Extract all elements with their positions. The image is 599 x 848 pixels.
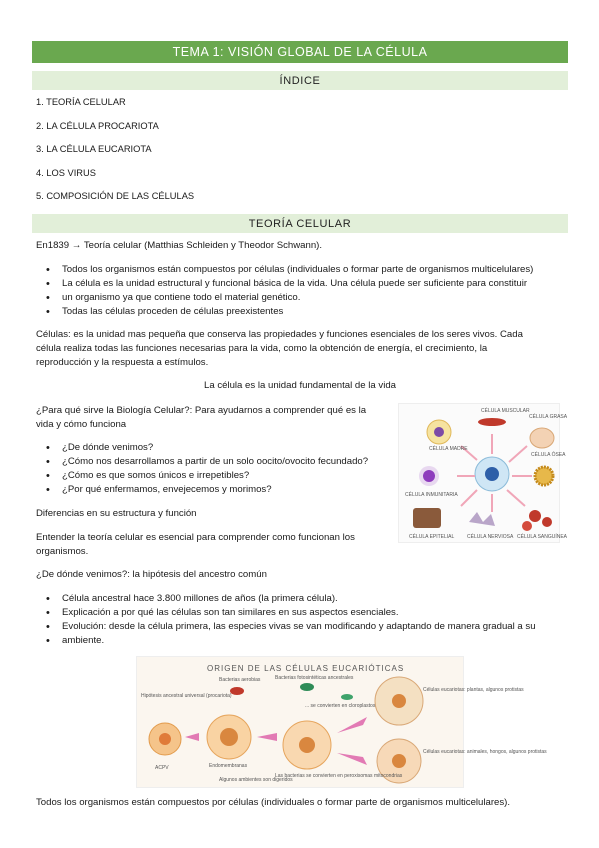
figure-label: CÉLULA EPITELIAL xyxy=(409,534,455,540)
figure-label: CÉLULA MUSCULAR xyxy=(481,408,530,414)
list-item: • Todas las células proceden de células preexistentes xyxy=(36,305,533,319)
origin-bullet-list xyxy=(36,592,536,648)
blood-cell-shape-1 xyxy=(529,510,541,522)
aerobic-bacteria-shape xyxy=(230,687,244,695)
index-item-2: 2. LA CÉLULA PROCARIOTA xyxy=(36,121,159,131)
index-item-3: 3. LA CÉLULA EUCARIOTA xyxy=(36,144,152,154)
cell-types-figure xyxy=(398,403,568,543)
stem-cell-nucleus xyxy=(485,467,499,481)
understanding-paragraph xyxy=(36,531,386,559)
figure-label: CÉLULA ÓSEA xyxy=(531,452,566,458)
figure-label: CÉLULA SANGUÍNEA xyxy=(517,534,568,540)
list-item: • Célula ancestral hace 3.800 millones de años (la primera célula). xyxy=(36,592,536,606)
biology-question xyxy=(36,404,386,432)
figure-label: Hipótesis ancestral universal (procariota) xyxy=(141,693,232,699)
index-item-5: 5. COMPOSICIÓN DE LAS CÉLULAS xyxy=(36,191,195,201)
eukaryotic-origin-illustration xyxy=(137,657,547,789)
paragraph-line: vida y cómo funciona xyxy=(36,419,127,430)
figure-label: Las bacterias se convierten en peroxisomas mitocondrias xyxy=(275,773,403,779)
index-item-1: 1. TEORÍA CELULAR xyxy=(36,97,126,107)
animal-cell-nucleus xyxy=(392,754,406,768)
cell-types-illustration xyxy=(399,404,568,544)
neuron-cell-shape xyxy=(469,512,495,526)
figure-label: Endomembranas xyxy=(209,763,248,769)
muscle-cell-shape xyxy=(478,418,506,426)
immune-cell-nucleus xyxy=(423,470,435,482)
paragraph-line: Células: es la unidad mas pequeña que conserva las propiedades y funciones esenciales de los seres vivos. Cada xyxy=(36,329,523,340)
ancestral-cell-nucleus xyxy=(159,733,171,745)
figure-label: CÉLULA INMUNITARIA xyxy=(405,492,458,498)
closing-line: Todos los organismos están compuestos por células (individuales o formar parte de organismos multicelulares). xyxy=(36,797,511,808)
chloroplast-shape xyxy=(341,694,353,700)
figure-label: Bacterias fotosintéticas ancestrales xyxy=(275,675,354,681)
paragraph-line: organismos. xyxy=(36,546,89,557)
figure-label: Algunos ambientes son digeridos xyxy=(219,777,293,783)
list-item: • Todos los organismos están compuestos por células (individuales o formar parte de organismos multicelulares) xyxy=(36,263,533,277)
index-heading: ÍNDICE xyxy=(32,71,568,90)
epithelial-cell-shape xyxy=(413,508,441,528)
list-item: • ¿Cómo nos desarrollamos a partir de un solo oocito/ovocito fecundado? xyxy=(36,455,368,469)
centered-statement: La célula es la unidad fundamental de la vida xyxy=(203,380,396,391)
paragraph-line: célula realiza todas las funciones necesarias para la vida, como la obtención de energía, el crecimiento, la xyxy=(36,343,488,354)
figure-label: Células eucariotas: plantas, algunos protistas xyxy=(423,687,524,693)
list-item-continuation-text: ambiente. xyxy=(62,635,105,646)
intro-line: En1839 → Teoría celular (Matthias Schleiden y Theodor Schwann). xyxy=(36,240,323,251)
figure-label: ... se convierten en cloroplastos xyxy=(305,703,376,709)
list-item-continuation xyxy=(36,291,533,305)
egg-cell-nucleus xyxy=(434,427,444,437)
list-item: • Evolución: desde la célula primera, las especies vivas se van modificando y adaptando de manera gradual a su xyxy=(36,620,536,634)
endomembrane-cell-nucleus xyxy=(220,728,238,746)
list-item: • Explicación a por qué las células son tan similares en sus aspectos esenciales. xyxy=(36,606,536,620)
photosynthetic-bacteria-shape xyxy=(300,683,314,691)
paragraph-line: reproducción y la respuesta a estímulos. xyxy=(36,357,209,368)
figure-label: Células eucariotas: animales, hongos, algunos protistas xyxy=(423,749,547,755)
list-item: • ¿Por qué enfermamos, envejecemos y morimos? xyxy=(36,483,368,497)
list-item: • ¿Cómo es que somos únicos e irrepetibles? xyxy=(36,469,368,483)
figure-title: ORIGEN DE LAS CÉLULAS EUCARIÓTICAS xyxy=(207,664,405,673)
question-bullet-list xyxy=(36,441,368,497)
list-item: • ¿De dónde venimos? xyxy=(36,441,368,455)
plant-cell-nucleus xyxy=(392,694,406,708)
figure-label: CÉLULA GRASA xyxy=(529,414,568,420)
paragraph-line: Entender la teoría celular es esencial para comprender como funcionan los xyxy=(36,532,355,543)
list-item-continuation xyxy=(36,634,536,648)
differences-line: Diferencias en su estructura y función xyxy=(36,508,197,519)
section-heading-teoria-celular: TEORÍA CELULAR xyxy=(32,214,568,233)
list-item: • La célula es la unidad estructural y funcional básica de la vida. Una célula puede ser suficiente para constituir xyxy=(36,277,533,291)
figure-label: CÉLULA MADRE xyxy=(429,446,468,452)
theory-bullet-list xyxy=(36,263,533,319)
list-item-continuation-text: un organismo ya que contiene todo el material genético. xyxy=(62,292,301,303)
origin-line: ¿De dónde venimos?: la hipótesis del ancestro común xyxy=(36,569,267,580)
cells-paragraph xyxy=(36,328,556,370)
bone-cell-shape xyxy=(535,467,553,485)
figure-label: ACPV xyxy=(155,765,169,771)
document-title: TEMA 1: VISIÓN GLOBAL DE LA CÉLULA xyxy=(32,41,568,63)
blood-cell-shape-3 xyxy=(522,521,532,531)
blood-cell-shape-2 xyxy=(542,517,552,527)
index-item-4: 4. LOS VIRUS xyxy=(36,168,96,178)
digesting-cell-nucleus xyxy=(299,737,315,753)
figure-label: Bacterias aerobias xyxy=(219,677,261,683)
fat-cell-shape xyxy=(530,428,554,448)
paragraph-line: ¿Para qué sirve la Biología Celular?: Para ayudarnos a comprender qué es la xyxy=(36,405,367,416)
eukaryotic-origin-figure xyxy=(136,656,547,788)
figure-label: CÉLULA NERVIOSA xyxy=(467,534,514,540)
